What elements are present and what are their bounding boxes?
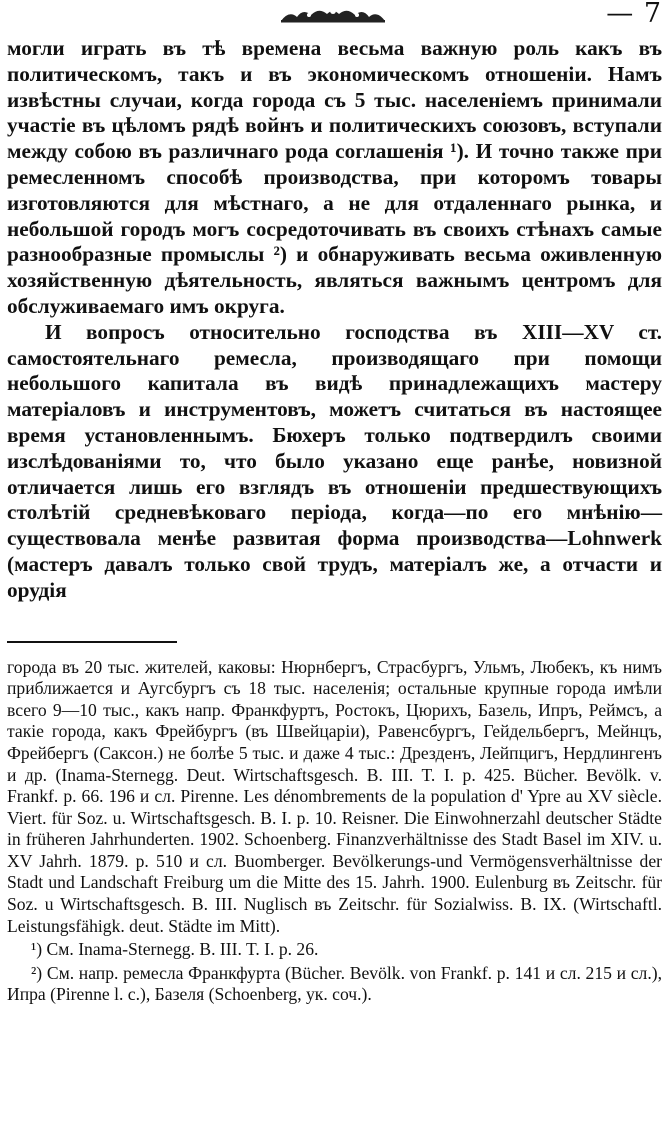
page-number: — 7: [606, 0, 662, 29]
decorative-ornament-icon: [279, 6, 387, 24]
footnote-continuation: города въ 20 тыс. жителей, каковы: Нюрнбергъ, Страсбургъ, Ульмъ, Любекъ, къ нимъ приближается и Аугсбургъ съ 18 тыс. населенiя; остальные крупные города имѣли всего 9—10 тыс., какъ напр. Франкфуртъ, Ростокъ, Цюрихъ, Базель, Ипръ, Реймсъ, а такiе города, какъ Фрейбургъ (въ Швейцарiи), Равенсбургъ, Гейдельбергъ, Мейнцъ, Фрейбергъ (Саксон.) не болѣе 5 тыс. и даже 4 тыс.: Дрезденъ, Лейпцигъ, Нердлингенъ и др. (Inama-Sternegg. Deut. Wirtschaftsgesch. B. III. T. I. p. 425. Bücher. Bevölk. v. Frankf. p. 66. 196 и сл. Pirenne. Les dénombrements de la population d' Ypre au XV siècle. Viert. für Soz. u. Wirtschaftsgesch. B. I. p. 10. Reisner. Die Einwohnerzahl deutscher Städte in früheren Jahrhunderten. 1902. Schoenberg. Finanzverhältnisse des Stadt Basel im XIV. u. XV Jahrh. 1879. p. 510 и сл. Buomberger. Bevölkerungs-und Vermögensverhältnisse der Stadt und Landschaft Freiburg um die Mitte des 15. Jahrh. 1900. Eulenburg въ Zeitschr. für Soz. u Wirtschaftsgesch. B. III. Nuglisch въ Zeitschr. für Sozialwiss. B. IX. (Wirtschaftl. Leistungsfähigk. deut. Städte im Mitt).: [7, 656, 662, 936]
paragraph: И вопросъ относительно господства въ XIII—XV ст. самостоятельнаго ремесла, производящаго при помощи небольшого капитала въ видѣ принадлежащихъ мастеру матерiаловъ и инструментовъ, можетъ считаться въ настоящее время установленнымъ. Бюхеръ только подтвердилъ своими изслѣдованiями то, что было указано еще ранѣе, новизной отличается лишь его взглядъ въ отношенiи предшествующихъ столѣтiй средневѣковаго перiода, когда—по его мнѣнiю—существовала менѣе развитая форма производства—Lohnwerk (мастеръ давалъ только свой трудъ, матерiалъ же, а отчасти и орудiя: [7, 319, 662, 602]
footnote-1: ¹) См. Inama-Sternegg. B. III. T. I. p. 26.: [31, 939, 319, 960]
page-header: [7, 0, 662, 36]
footnotes: [7, 657, 662, 1007]
main-text: [7, 36, 662, 604]
paragraph: могли играть въ тѣ времена весьма важную роль какъ въ политическомъ, такъ и въ экономическомъ отношенiи. Намъ извѣстны случаи, когда города съ 5 тыс. населенiемъ принимали участiе въ цѣломъ рядѣ войнъ и политическихъ союзовъ, вступали между собою въ различнаго рода соглашенiя ¹). И точно также при ремесленномъ способѣ производства, при которомъ товары изготовляются для мѣстнаго, а не для отдаленнаго рынка, и небольшой городъ могъ сосредоточивать въ своихъ стѣнахъ самые разнообразные промыслы ²) и обнаруживать весьма оживленную хозяйственную дѣятельность, являться важнымъ центромъ для обслуживаемаго имъ округа.: [7, 36, 662, 318]
footnote-divider: [7, 641, 177, 643]
footnote-2: ²) См. напр. ремесла Франкфурта (Bücher. Bevölk. von Frankf. p. 141 и сл. 215 и сл.), Ипра (Pirenne l. c.), Базеля (Schoenberg, ук. соч.).: [7, 962, 662, 1005]
